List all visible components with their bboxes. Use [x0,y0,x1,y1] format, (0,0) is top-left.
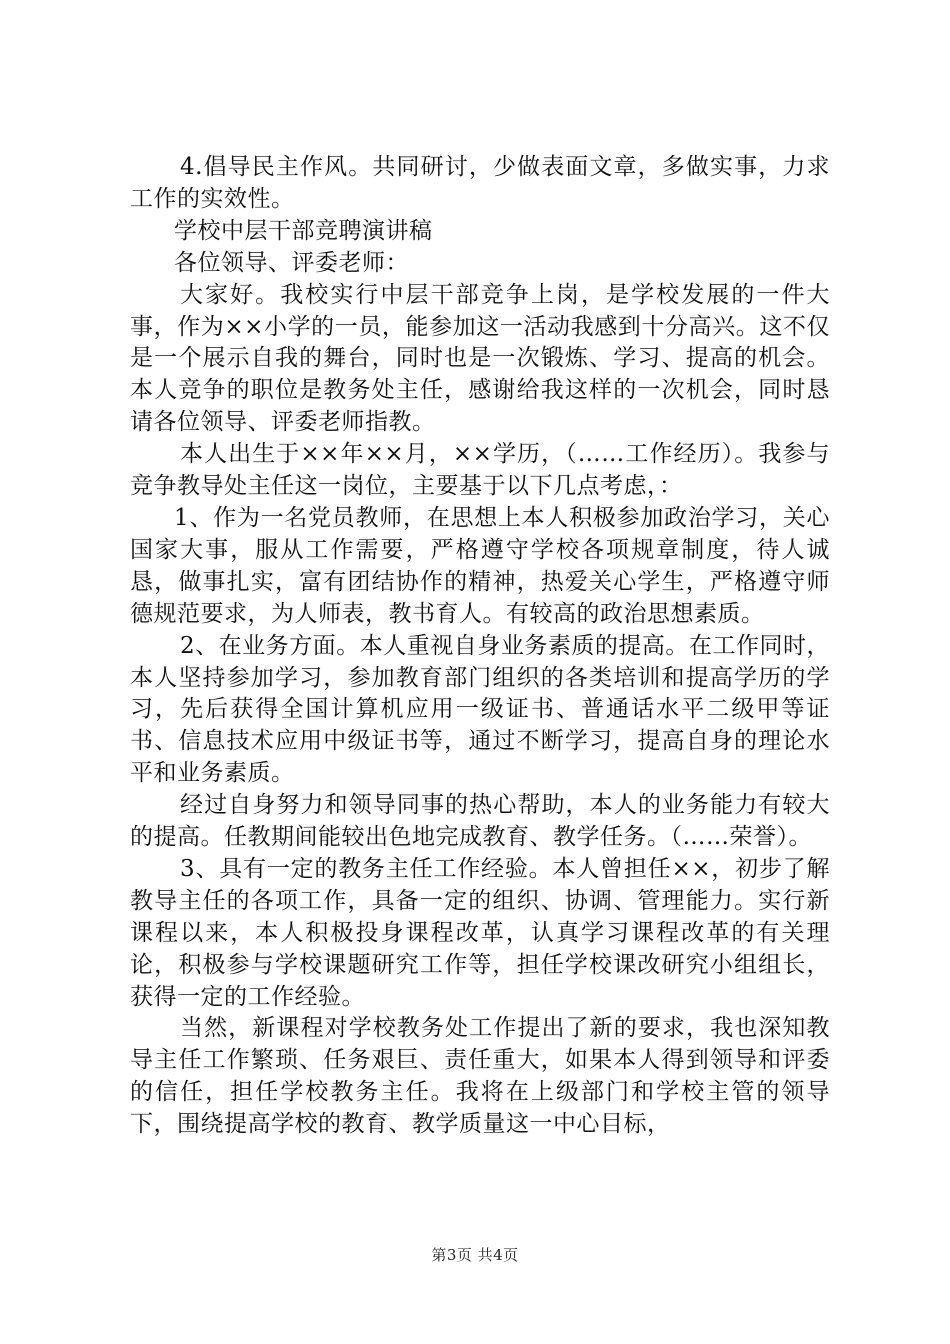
document-body [130,152,830,1141]
paragraph-point-2: 2、在业务方面。本人重视自身业务素质的提高。在工作同时，本人坚持参加学习，参加教育部门组织的各类培训和提高学历的学习，先后获得全国计算机应用一级证书、普通话水平二级甲等证书、信息技术应用中级证书等，通过不断学习，提高自身的理论水平和业务素质。 [130,632,830,787]
paragraph-item-4: 4.倡导民主作风。共同研讨，少做表面文章，多做实事，力求工作的实效性。 [130,154,830,212]
paragraph-point-1: 1、作为一名党员教师，在思想上本人积极参加政治学习，关心国家大事，服从工作需要，严格遵守学校各项规章制度，待人诚恳，做事扎实，富有团结协作的精神，热爱关心学生，严格遵守师德规范要求，为人师表，教书育人。有较高的政治思想素质。 [130,504,830,627]
paragraph-bio: 本人出生于××年××月，××学历，（……工作经历）。我参与竞争教导处主任这一岗位，主要基于以下几点考虑，： [130,441,830,500]
paragraph-point-2-continued: 经过自身努力和领导同事的热心帮助，本人的业务能力有较大的提高。任教期间能较出色地完成教育、教学任务。（……荣誉）。 [130,792,830,851]
page-number-footer: 第3页 共4页 [431,1246,519,1264]
salutation: 各位领导、评委老师： [174,249,409,276]
document-title: 学校中层干部竞聘演讲稿 [174,217,433,244]
paragraph-intro: 大家好。我校实行中层干部竞争上岗，是学校发展的一件大事，作为××小学的一员，能参加这一活动我感到十分高兴。这不仅是一个展示自我的舞台，同时也是一次锻炼、学习、提高的机会。本人竞争的职位是教务处主任，感谢给我这样的一次机会，同时恳请各位领导、评委老师指教。 [130,281,830,436]
paragraph-point-3: 3、具有一定的教务主任工作经验。本人曾担任××，初步了解教导主任的各项工作，具备一定的组织、协调、管理能力。实行新课程以来，本人积极投身课程改革，认真学习课程改革的有关理论，积极参与学校课题研究工作等，担任学校课改研究小组组长，获得一定的工作经验。 [130,855,830,1010]
paragraph-closing: 当然，新课程对学校教务处工作提出了新的要求，我也深知教导主任工作繁琐、任务艰巨、责任重大，如果本人得到领导和评委的信任，担任学校教务主任。我将在上级部门和学校主管的领导下，围绕提高学校的教育、教学质量这一中心目标， [130,1015,830,1138]
